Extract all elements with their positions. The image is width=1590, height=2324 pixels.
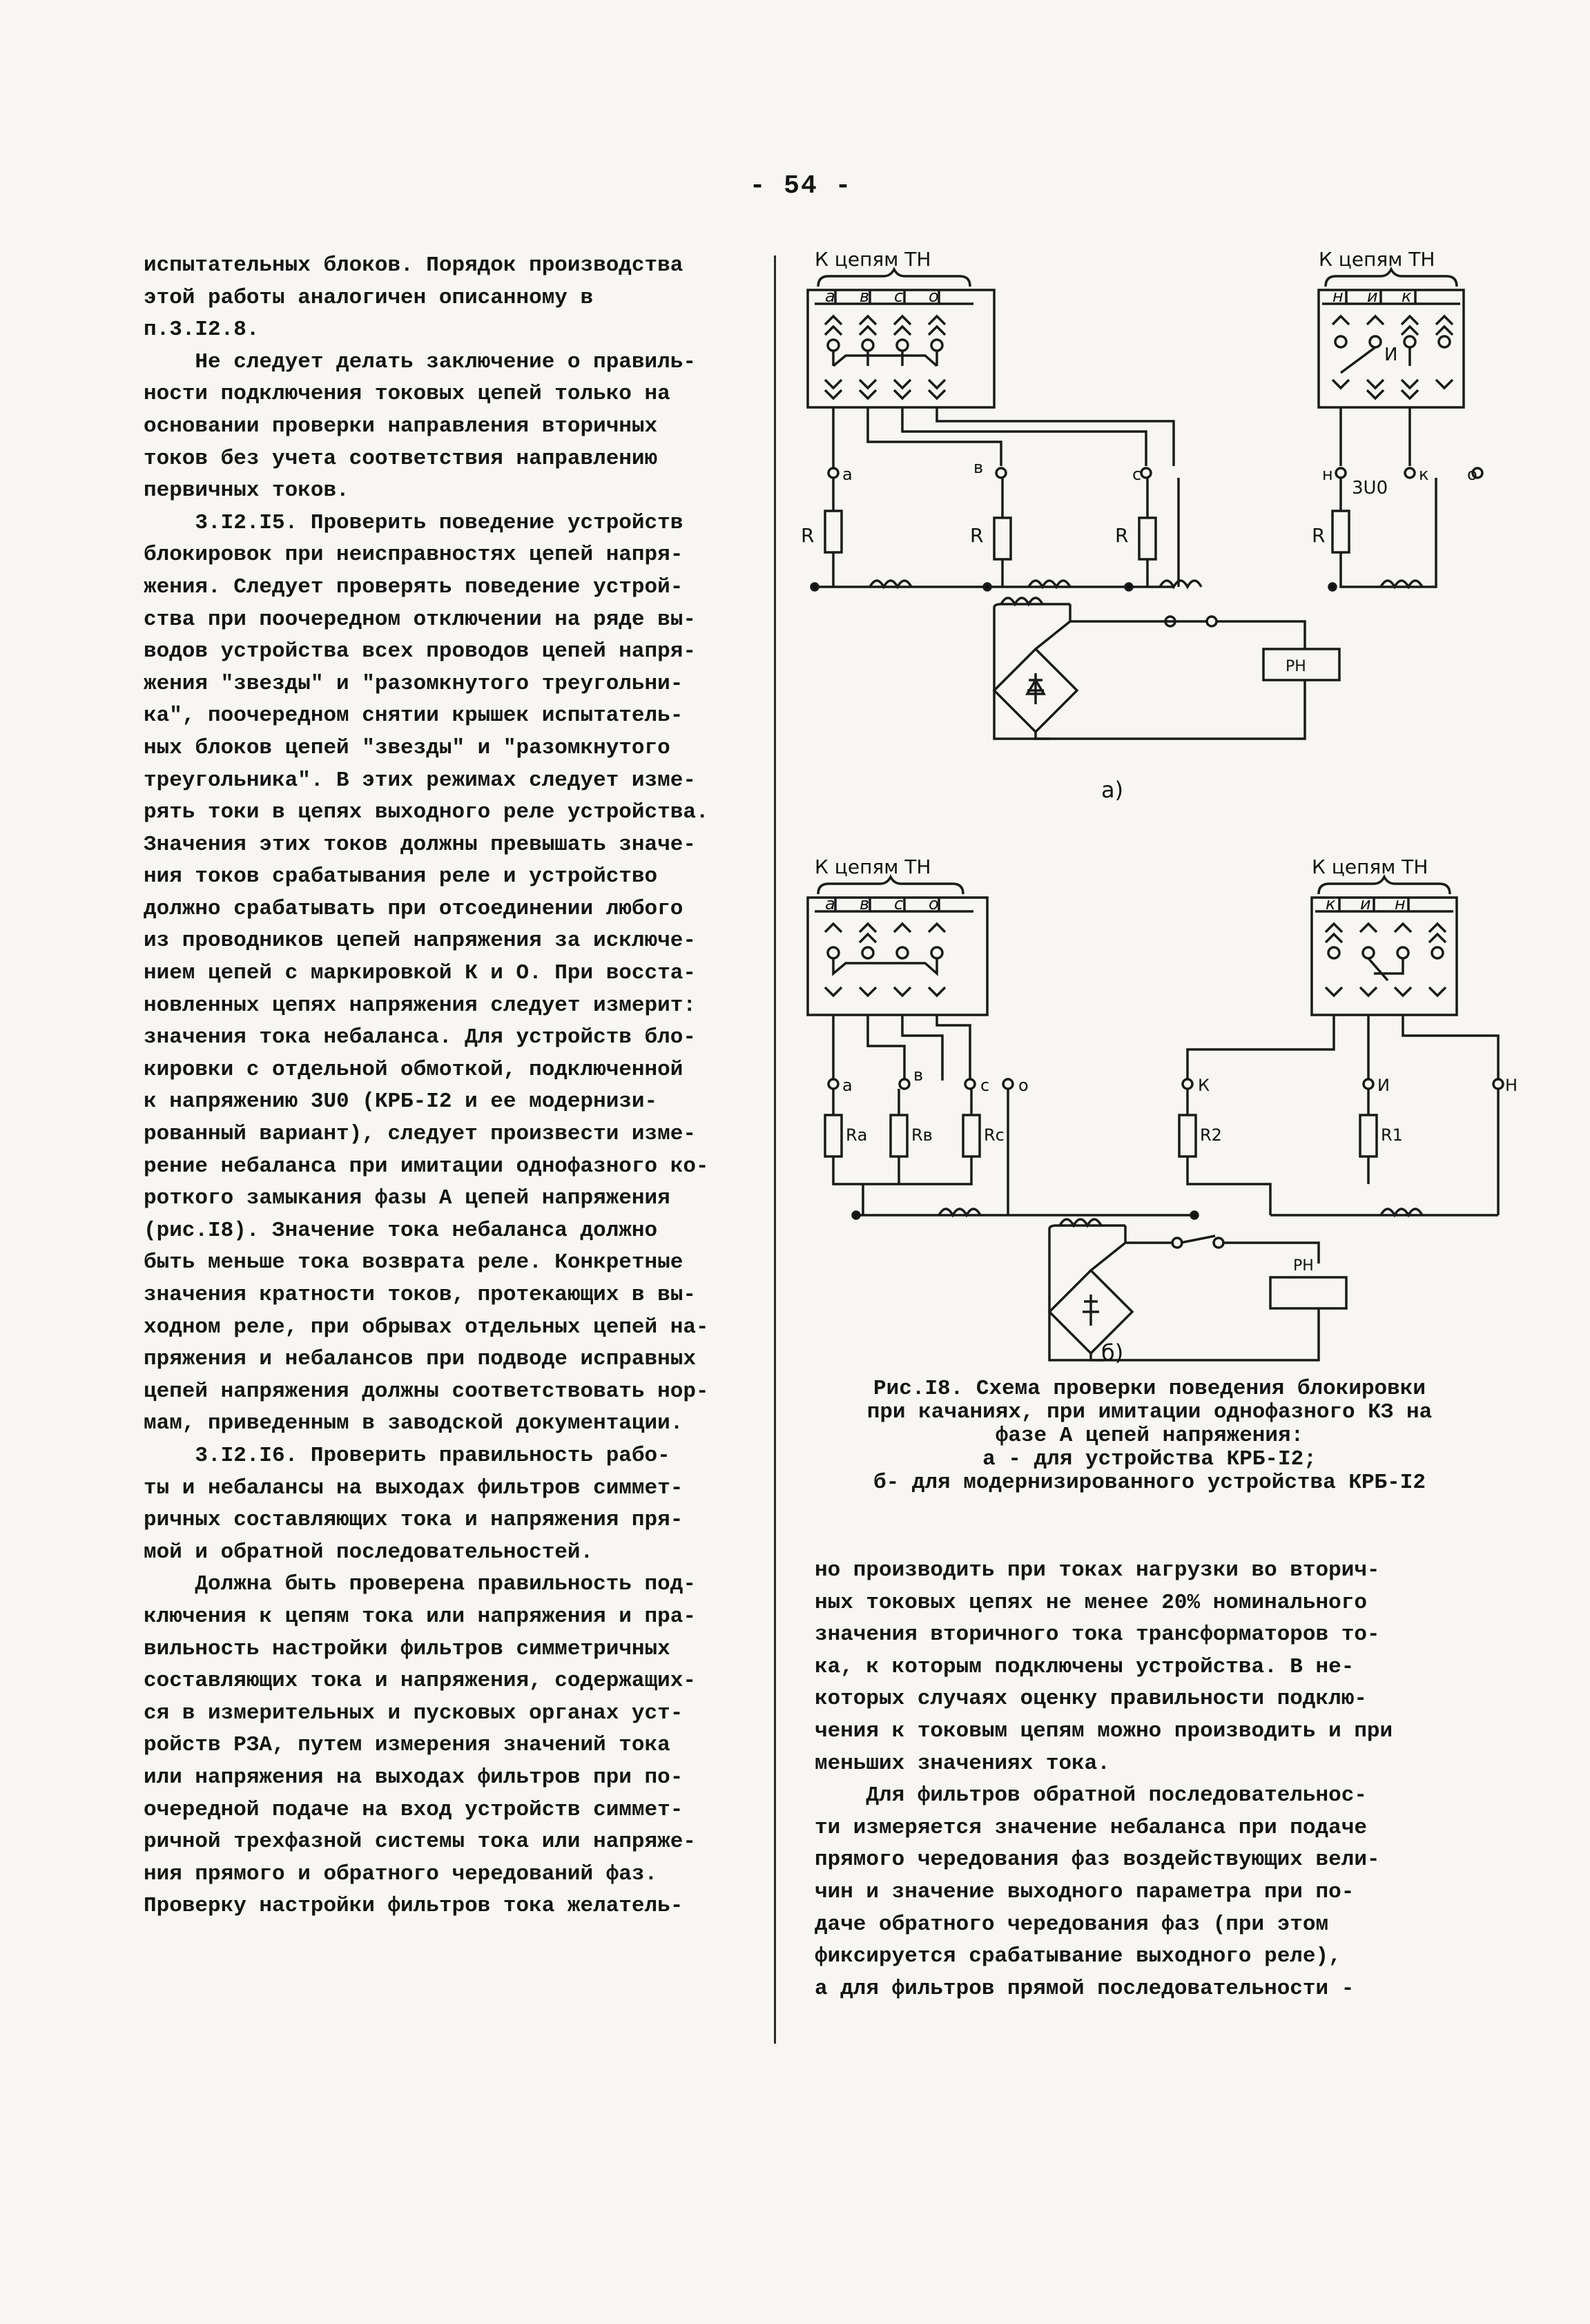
- panel-b-rc: Rс: [984, 1125, 1005, 1145]
- text-line: роткого замыкания фазы А цепей напряжения: [144, 1186, 670, 1211]
- text-line: кировки с отдельной обмоткой, подключенной: [144, 1057, 683, 1082]
- text-line: значения кратности токов, протекающих в вы-: [144, 1283, 696, 1307]
- panel-b-r2: R2: [1200, 1125, 1222, 1145]
- panel-b-node-c: с: [980, 1076, 990, 1095]
- text-line: Не следует делать заключение о правиль-: [144, 349, 696, 374]
- text-line: мам, приведенным в заводской документации.: [144, 1411, 683, 1436]
- panel-a-term-i: и: [1367, 287, 1378, 306]
- text-line: Проверку настройки фильтров тока желатель-: [144, 1894, 683, 1919]
- panel-a-node-o: о: [1467, 465, 1477, 484]
- text-line: рение небаланса при имитации однофазного ко-: [144, 1154, 709, 1179]
- text-line: треугольника". В этих режимах следует изме-: [144, 768, 696, 793]
- text-line: жения "звезды" и "разомкнутого треугольни-: [144, 671, 683, 696]
- text-line: этой работы аналогичен описанному в: [144, 285, 594, 310]
- panel-b-term-o: о: [929, 894, 939, 913]
- text-line: основании проверки направления вторичных: [144, 414, 658, 438]
- caption-line: при качаниях, при имитации однофазного КЗ на: [866, 1400, 1433, 1424]
- text-line: ричной трехфазной системы тока или напряже-: [144, 1830, 696, 1855]
- panel-a-r1: R: [801, 524, 815, 547]
- figure-caption: [804, 1377, 1495, 1495]
- panel-b-left-header: К цепям ТН: [815, 855, 931, 878]
- text-line: 3.I2.I5. Проверить поведение устройств: [144, 510, 683, 535]
- panel-a-node-n: н: [1322, 465, 1333, 484]
- text-line: меньших значениях тока.: [815, 1751, 1110, 1776]
- caption-line: фазе А цепей напряжения:: [995, 1424, 1304, 1448]
- text-line: ка", поочередном снятии крышек испытатель-: [144, 704, 683, 728]
- text-line: водов устройства всех проводов цепей напря-: [144, 639, 696, 664]
- panel-b-term-a: а: [825, 894, 835, 913]
- text-line: 3.I2.I6. Проверить правильность рабо-: [144, 1443, 670, 1468]
- text-line: п.3.I2.8.: [144, 318, 260, 342]
- panel-b-label: б): [1101, 1339, 1124, 1366]
- text-line: ти измеряется значение небаланса при подаче: [815, 1815, 1367, 1840]
- column-divider: [774, 255, 776, 2044]
- text-line: ния токов срабатывания реле и устройство: [144, 864, 658, 889]
- panel-b-term-k: к: [1326, 894, 1336, 913]
- panel-b-r1: R1: [1381, 1125, 1403, 1145]
- text-line: жения. Следует проверять поведение устрой-: [144, 574, 683, 599]
- panel-a-label: а): [1101, 777, 1124, 803]
- text-line: Для фильтров обратной последовательнос-: [815, 1783, 1367, 1808]
- panel-a-node-c: с: [1132, 465, 1142, 484]
- text-line: ния прямого и обратного чередований фаз.: [144, 1861, 658, 1886]
- panel-a-term-k: к: [1402, 287, 1412, 306]
- panel-b-rv: Rв: [911, 1125, 933, 1145]
- text-line: ности подключения токовых цепей только на: [144, 382, 670, 407]
- caption-line: б- для модернизированного устройства КРБ-I2: [873, 1471, 1426, 1495]
- panel-a-term-a: а: [825, 287, 835, 306]
- panel-b-term-i: и: [1360, 894, 1371, 913]
- text-line: из проводников цепей напряжения за исключе-: [144, 929, 696, 953]
- text-line: прямого чередования фаз воздействующих вели-: [815, 1848, 1380, 1872]
- panel-b-term-v: в: [860, 894, 870, 913]
- text-line: ся в измерительных и пусковых органах уст-: [144, 1701, 683, 1725]
- panel-a-term-o: о: [929, 287, 939, 306]
- text-line: фиксируется срабатывание выходного реле),: [815, 1944, 1341, 1969]
- test-block-a-left: [808, 290, 994, 407]
- text-line: испытательных блоков. Порядок производства: [144, 253, 683, 278]
- right-text-column: [815, 1555, 1477, 2005]
- panel-a-term-v: в: [860, 287, 870, 306]
- caption-line: Рис.I8. Схема проверки поведения блокировки: [873, 1377, 1426, 1401]
- panel-a-left-header: К цепям ТН: [815, 248, 931, 271]
- text-line: ных токовых цепях не менее 20% номинального: [815, 1590, 1367, 1615]
- panel-b-node-v: в: [913, 1065, 924, 1085]
- panel-a-r4: R: [1312, 524, 1326, 547]
- text-line: ных блоков цепей "звезды" и "разомкнутого: [144, 735, 670, 760]
- panel-a-r2: R: [970, 524, 984, 547]
- text-line: пряжения и небалансов при подводе исправных: [144, 1347, 696, 1372]
- left-text-column: [144, 250, 765, 1923]
- panel-a-right-header: К цепям ТН: [1319, 248, 1435, 271]
- text-line: значения вторичного тока трансформаторов то-: [815, 1623, 1380, 1647]
- panel-a-node-v: в: [973, 458, 984, 477]
- text-line: которых случаях оценку правильности подклю-: [815, 1687, 1367, 1712]
- text-line: чения к токовым цепям можно производить и при: [815, 1718, 1393, 1743]
- text-line: ключения к цепям тока или напряжения и пра-: [144, 1604, 696, 1629]
- panel-b-relay-label: РН: [1293, 1257, 1314, 1275]
- text-line: ходном реле, при обрывах отдельных цепей на-: [144, 1315, 709, 1339]
- panel-a-term-n: н: [1332, 287, 1344, 306]
- panel-b-node-n: Н: [1505, 1076, 1518, 1095]
- text-line: значения тока небаланса. Для устройств бло-: [144, 1025, 696, 1050]
- text-line: быть меньше тока возврата реле. Конкретные: [144, 1250, 683, 1275]
- panel-b-right-header: К цепям ТН: [1312, 855, 1428, 878]
- panel-b-node-a: а: [842, 1076, 853, 1095]
- text-line: рованный вариант), следует произвести изме-: [144, 1122, 696, 1147]
- text-line: блокировок при неисправностях цепей напря-: [144, 543, 683, 568]
- text-line: а для фильтров прямой последовательности -: [815, 1976, 1355, 2001]
- text-line: или напряжения на выходах фильтров при по-: [144, 1765, 683, 1790]
- panel-a-node-k: к: [1419, 465, 1429, 484]
- panel-a-node-a: а: [842, 465, 853, 484]
- page-number: - 54 -: [749, 171, 853, 201]
- text-line: ты и небалансы на выходах фильтров симмет-: [144, 1475, 683, 1500]
- text-line: должно срабатывать при отсоединении любого: [144, 896, 683, 921]
- text-line: цепей напряжения должны соответствовать нор-: [144, 1379, 709, 1404]
- text-line: первичных токов.: [144, 478, 349, 503]
- text-line: рять токи в цепях выходного реле устройства.: [144, 800, 709, 825]
- caption-line: а - для устройства КРБ-I2;: [982, 1447, 1317, 1471]
- text-line: ка, к которым подключены устройства. В не-: [815, 1654, 1355, 1679]
- text-line: к напряжению 3U0 (КРБ-I2 и ее модернизи-: [144, 1090, 658, 1114]
- text-line: Значения этих токов должны превышать значе-: [144, 832, 696, 857]
- panel-b-term-c: с: [894, 894, 904, 913]
- panel-a-mid-label: И: [1384, 345, 1398, 365]
- text-line: но производить при токах нагрузки во вторич-: [815, 1558, 1380, 1582]
- panel-b-node-o: о: [1018, 1076, 1029, 1095]
- panel-a-relay-label: РН: [1286, 658, 1306, 675]
- text-line: Должна быть проверена правильность под-: [144, 1572, 696, 1597]
- text-line: вильность настройки фильтров симметричных: [144, 1636, 670, 1661]
- circuit-diagram: [787, 235, 1518, 1367]
- text-line: чин и значение выходного параметра при по-: [815, 1879, 1355, 1904]
- panel-b-node-k: К: [1198, 1076, 1210, 1095]
- panel-a-r3: R: [1115, 524, 1129, 547]
- text-line: новленных цепях напряжения следует измерит:: [144, 993, 696, 1018]
- panel-a-term-c: с: [894, 287, 904, 306]
- text-line: нием цепей с маркировкой К и О. При восста-: [144, 961, 696, 986]
- text-line: мой и обратной последовательностей.: [144, 1540, 594, 1565]
- text-line: ройств РЗА, путем измерения значений тока: [144, 1733, 670, 1758]
- text-line: очередной подаче на вход устройств симмет-: [144, 1797, 683, 1822]
- text-line: (рис.I8). Значение тока небаланса должно: [144, 1218, 658, 1243]
- panel-b-ra: Rа: [846, 1125, 868, 1145]
- text-line: токов без учета соответствия направлению: [144, 446, 658, 471]
- text-line: составляющих тока и напряжения, содержащих-: [144, 1669, 696, 1694]
- text-line: ства при поочередном отключении на ряде вы-: [144, 607, 696, 632]
- text-line: даче обратного чередования фаз (при этом: [815, 1912, 1329, 1937]
- panel-b-term-n: н: [1395, 894, 1406, 913]
- panel-b-node-i: И: [1377, 1076, 1390, 1095]
- panel-a-voltage-label: 3U0: [1352, 478, 1388, 498]
- figure-18: [787, 235, 1518, 1484]
- text-line: ричных составляющих тока и напряжения пря-: [144, 1508, 683, 1533]
